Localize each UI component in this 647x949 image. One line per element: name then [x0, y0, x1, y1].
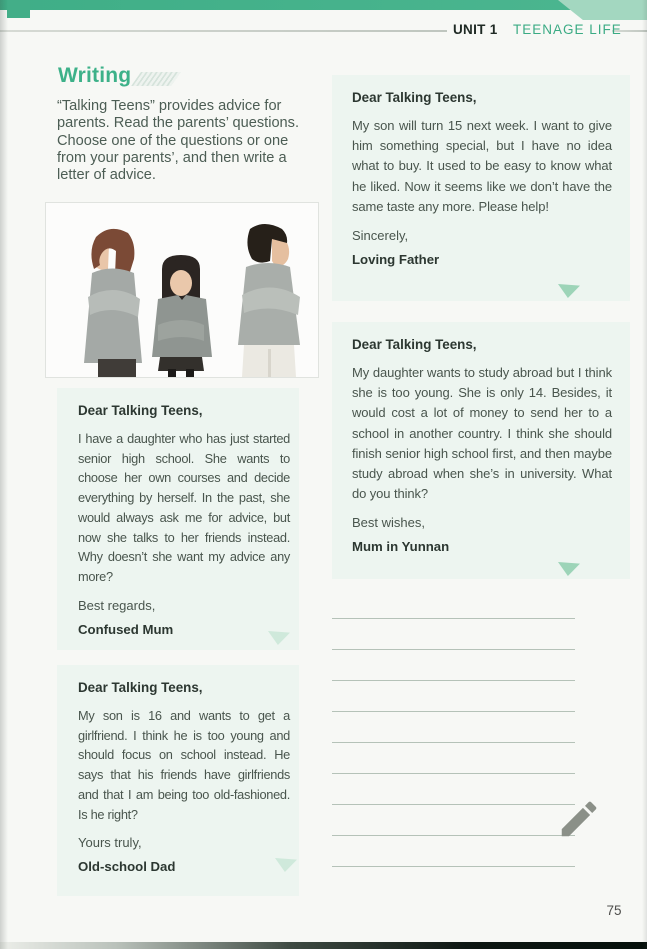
answer-lines [332, 588, 575, 867]
ruled-line [332, 588, 575, 619]
family-photo-illustration [46, 203, 318, 377]
letter-salutation: Dear Talking Teens, [78, 403, 203, 418]
ruled-line [332, 774, 575, 805]
letter-body: I have a daughter who has just started senior high school. She wants to choose her own courses and decide everything by herself. In the past, she would always ask me for advice, but now she talks to her friends instead. Why doesn’t she want my advice any more? [78, 431, 290, 584]
corner-triangle-icon [268, 631, 290, 645]
letter-loving-father [332, 75, 630, 301]
bottom-edge-bar [0, 942, 647, 949]
letter-signature: Mum in Yunnan [352, 539, 450, 555]
header-corner-accent [558, 0, 647, 20]
corner-triangle-icon [558, 562, 580, 576]
ruled-line [332, 743, 575, 774]
letter-body: My son will turn 15 next week. I want to give him something special, but I have no idea what to buy. It used to be easy to know what he liked. Now it seems like we don’t have the same taste any more. Please help! [352, 118, 612, 214]
letter-salutation: Dear Talking Teens, [352, 90, 477, 105]
page-edge-shadow-left [0, 0, 8, 949]
ruled-line [332, 805, 575, 836]
letter-signature: Confused Mum [78, 621, 174, 637]
letter-salutation: Dear Talking Teens, [78, 680, 203, 695]
letter-body: My daughter wants to study abroad but I think she is too young. She is only 14. Besides, it would cost a lot of money to send her to a school in another country. I think she should finish senior high school first, and then maybe study abroad when she’s in university. What do you think? [352, 365, 612, 502]
hatch-decoration [131, 72, 181, 86]
ruled-line [332, 650, 575, 681]
letter-closing: Best wishes, [352, 515, 425, 531]
header-rule-left [0, 30, 447, 32]
letter-body: My son is 16 and wants to get a girlfriend. I think he is too young and should focus on school instead. He says that his friends have girlfriends and that I am being too old-fashioned. Is he right? [78, 708, 290, 822]
letter-salutation: Dear Talking Teens, [352, 337, 477, 352]
letter-closing: Yours truly, [78, 835, 142, 851]
ruled-line [332, 681, 575, 712]
letter-closing: Sincerely, [352, 228, 409, 244]
letter-closing: Best regards, [78, 597, 156, 613]
page-number: 75 [606, 903, 622, 918]
letter-signature: Old-school Dad [78, 859, 176, 875]
letter-mum-in-yunnan [332, 322, 630, 579]
pencil-icon [556, 796, 602, 842]
letter-confused-mum [57, 388, 299, 650]
section-title: Writing [58, 64, 132, 87]
ruled-line [332, 619, 575, 650]
ruled-line [332, 712, 575, 743]
unit-subject-label: TEENAGE LIFE [513, 22, 622, 37]
family-photo [46, 203, 318, 377]
page-edge-shadow-right [642, 0, 647, 949]
top-left-tab [7, 0, 30, 18]
ruled-line [332, 836, 575, 867]
letter-old-school-dad [57, 665, 299, 896]
header-bar [0, 0, 647, 10]
unit-label: UNIT 1 [453, 22, 498, 37]
activity-instructions: “Talking Teens” provides advice for parents. Read the parents’ questions. Choose one of the questions or one from your parents’, and then write a letter of advice. [57, 98, 300, 184]
corner-triangle-icon [558, 284, 580, 298]
letter-signature: Loving Father [352, 252, 440, 268]
